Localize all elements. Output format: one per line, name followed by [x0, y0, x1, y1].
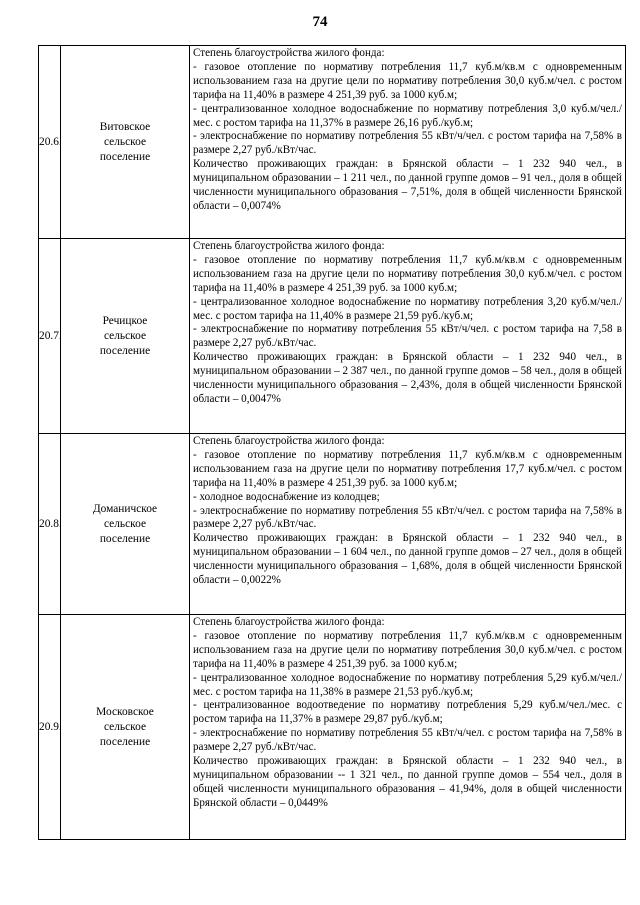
description-population: Количество проживающих граждан: в Брянской области – 1 232 940 чел., в муниципальном образовании -- 1 321 чел., по данной группе домов – 554 чел., доля в общей численности муниципального образования – 41,94%, доля в общей численности Брянской области – 0,0449% [193, 755, 622, 809]
description-water: - холодное водоснабжение из колодцев; [193, 490, 380, 503]
settlement-name-line: Витовское [99, 120, 151, 133]
settlement-description [190, 615, 626, 840]
row-number: 20.9. [39, 615, 61, 840]
description-population: Количество проживающих граждан: в Брянской области – 1 232 940 чел., в муниципальном образовании – 1 211 чел., по данной группе домов – 91 чел., доля в общей численности муниципального образования – 7,51%, доля в общей численности Брянской области – 0,0074% [193, 158, 622, 212]
description-population: Количество проживающих граждан: в Брянской области – 1 232 940 чел., в муниципальном образовании – 2 387 чел., по данной группе домов – 58 чел., доля в общей численности муниципального образования – 2,43%, доля в общей численности Брянской области – 0,0047% [193, 351, 622, 405]
settlement-name [61, 615, 190, 840]
description-heading: Степень благоустройства жилого фонда: [193, 240, 385, 252]
description-water: - централизованное холодное водоснабжение по нормативу потребления 5,29 куб.м/чел./мес. с ростом тарифа на 11,38% в размере 21,53 руб./куб.м; [193, 671, 622, 698]
settlement-name [61, 239, 190, 434]
description-electricity: - электроснабжение по нормативу потребления 55 кВт/ч/чел. с ростом тарифа на 7,58 в размере 2,27 руб./кВт/час. [193, 323, 622, 350]
description-gas: - газовое отопление по нормативу потребления 11,7 куб.м/кв.м с одновременным использованием газа на другие цели по нормативу потребления 30,0 куб.м/чел. с ростом тарифа на 11,40% в размере 4 251,39 руб. за 1000 куб.м; [193, 253, 622, 294]
settlement-name-line: сельское [103, 517, 147, 530]
settlement-name-line: Доманичское [92, 502, 158, 515]
settlement-description [190, 46, 626, 239]
settlement-name-line: сельское [103, 135, 147, 148]
settlements-table [38, 45, 626, 840]
settlement-description [190, 239, 626, 434]
row-number: 20.6. [39, 46, 61, 239]
description-gas: - газовое отопление по нормативу потребления 11,7 куб.м/кв.м с одновременным использованием газа на другие цели по нормативу потребления 17,7 куб.м/чел. с ростом тарифа на 11,40% в размере 4 251,39 руб. за 1000 куб.м; [193, 448, 622, 489]
description-electricity: - электроснабжение по нормативу потребления 55 кВт/ч/чел. с ростом тарифа на 7,58% в размере 2,27 руб./кВт/час. [193, 504, 622, 531]
table-row [39, 239, 626, 434]
settlement-name-line: Московское [96, 705, 154, 718]
description-sewerage: - централизованное водоотведение по нормативу потребления 5,29 куб.м/чел./мес. с ростом тарифа на 11,37% в размере 29,87 руб./куб.м; [193, 699, 622, 726]
settlement-name-line: сельское [103, 329, 147, 342]
table-row [39, 434, 626, 615]
description-gas: - газовое отопление по нормативу потребления 11,7 куб.м/кв.м с одновременным использованием газа на другие цели по нормативу потребления 30,0 куб.м/чел. с ростом тарифа на 11,40% в размере 4 251,39 руб. за 1000 куб.м; [193, 60, 622, 101]
settlement-description [190, 434, 626, 615]
description-electricity: - электроснабжение по нормативу потребления 55 кВт/ч/чел. с ростом тарифа на 7,58% в размере 2,27 руб./кВт/час. [193, 130, 622, 157]
description-water: - централизованное холодное водоснабжение по нормативу потребления 3,20 куб.м/чел./мес. с ростом тарифа на 11,40% в размере 21,59 руб./куб.м; [193, 295, 622, 322]
table-row [39, 615, 626, 840]
settlement-name-line: поселение [99, 532, 151, 545]
description-population: Количество проживающих граждан: в Брянской области – 1 232 940 чел., в муниципальном образовании – 1 604 чел., по данной группе домов – 27 чел., доля в общей численности муниципального образования – 1,68%, доля в общей численности Брянской области – 0,0022% [193, 532, 622, 587]
settlement-name-line: Речицкое [102, 314, 148, 327]
settlement-name-line: поселение [99, 344, 151, 357]
settlement-name-line: поселение [99, 735, 151, 748]
settlement-name-line: поселение [99, 150, 151, 163]
description-water: - централизованное холодное водоснабжение по нормативу потребления 3,0 куб.м/чел./мес. с ростом тарифа на 11,37% в размере 26,16 руб./куб.м; [193, 102, 622, 129]
settlement-name [61, 434, 190, 615]
description-electricity: - электроснабжение по нормативу потребления 55 кВт/ч/чел. с ростом тарифа на 7,58% в размере 2,27 руб./кВт/час. [193, 727, 622, 754]
description-heading: Степень благоустройства жилого фонда: [193, 47, 385, 59]
settlement-name [61, 46, 190, 239]
description-gas: - газовое отопление по нормативу потребления 11,7 куб.м/кв.м с одновременным использованием газа на другие цели по нормативу потребления 30,0 куб.м/чел. с ростом тарифа на 11,40% в размере 4 251,39 руб. за 1000 куб.м; [193, 629, 622, 670]
description-heading: Степень благоустройства жилого фонда: [193, 435, 385, 447]
page-number: 74 [312, 14, 328, 30]
table-row [39, 46, 626, 239]
description-heading: Степень благоустройства жилого фонда: [193, 616, 385, 628]
row-number: 20.7. [39, 239, 61, 434]
row-number: 20.8. [39, 434, 61, 615]
settlement-name-line: сельское [103, 720, 147, 733]
